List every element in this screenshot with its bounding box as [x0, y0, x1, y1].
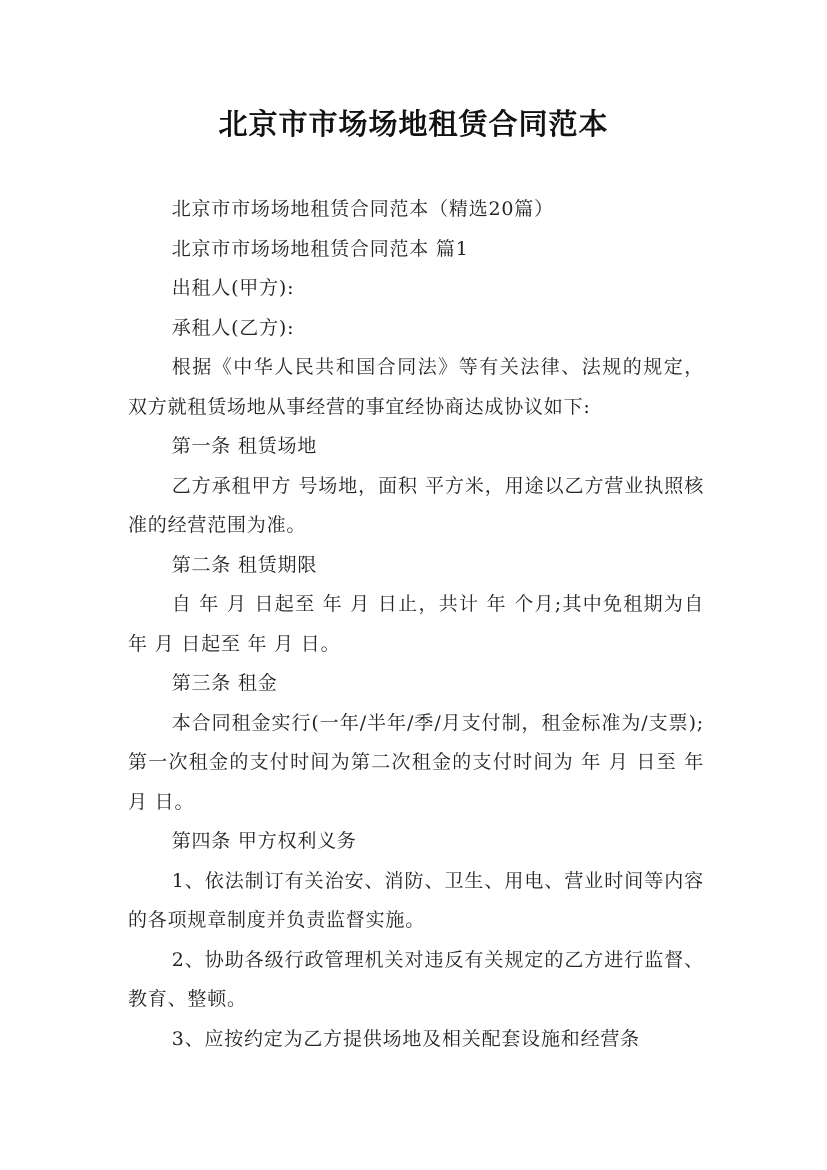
paragraph-lessee: 承租人(乙方):	[171, 316, 295, 339]
paragraph-subtitle: 北京市市场场地租赁合同范本（精选20篇）	[171, 198, 554, 220]
paragraph-lessor: 出租人(甲方):	[171, 277, 295, 299]
article-4-item-3: 3、应按约定为乙方提供场地及相关配套设施和经营条	[171, 1027, 640, 1050]
document-title: 北京市市场场地租赁合同范本	[218, 107, 609, 141]
article-1-heading: 第一条 租赁场地	[171, 435, 318, 457]
paragraph-preamble: 根据《中华人民共和国合同法》等有关法律、法规的规定，双方就租赁场地从事经营的事宜经协商达成协议如下:	[128, 356, 704, 418]
article-2-text: 自 年 月 日起至 年 月 日止，共计 年 个月;其中免租期为自 年 月 日起至 年 月 日。	[128, 593, 704, 655]
article-4-heading: 第四条 甲方权利义务	[171, 830, 357, 852]
paragraph-section-heading: 北京市市场场地租赁合同范本 篇1	[171, 237, 469, 260]
article-3-heading: 第三条 租金	[171, 672, 278, 694]
article-4-item-2: 2、协助各级行政管理机关对违反有关规定的乙方进行监督、教育、整顿。	[128, 948, 704, 1010]
article-4-item-1: 1、依法制订有关治安、消防、卫生、用电、营业时间等内容的各项规章制度并负责监督实施。	[128, 869, 704, 931]
article-2-heading: 第二条 租赁期限	[171, 553, 318, 576]
document-body	[128, 190, 704, 1059]
article-1-text: 乙方承租甲方 号场地，面积 平方米，用途以乙方营业执照核准的经营范围为准。	[128, 474, 704, 536]
article-3-text: 本合同租金实行(一年/半年/季/月支付制，租金标准为/支票);第一次租金的支付时间为第二次租金的支付时间为 年 月 日至 年 月 日。	[128, 711, 704, 813]
